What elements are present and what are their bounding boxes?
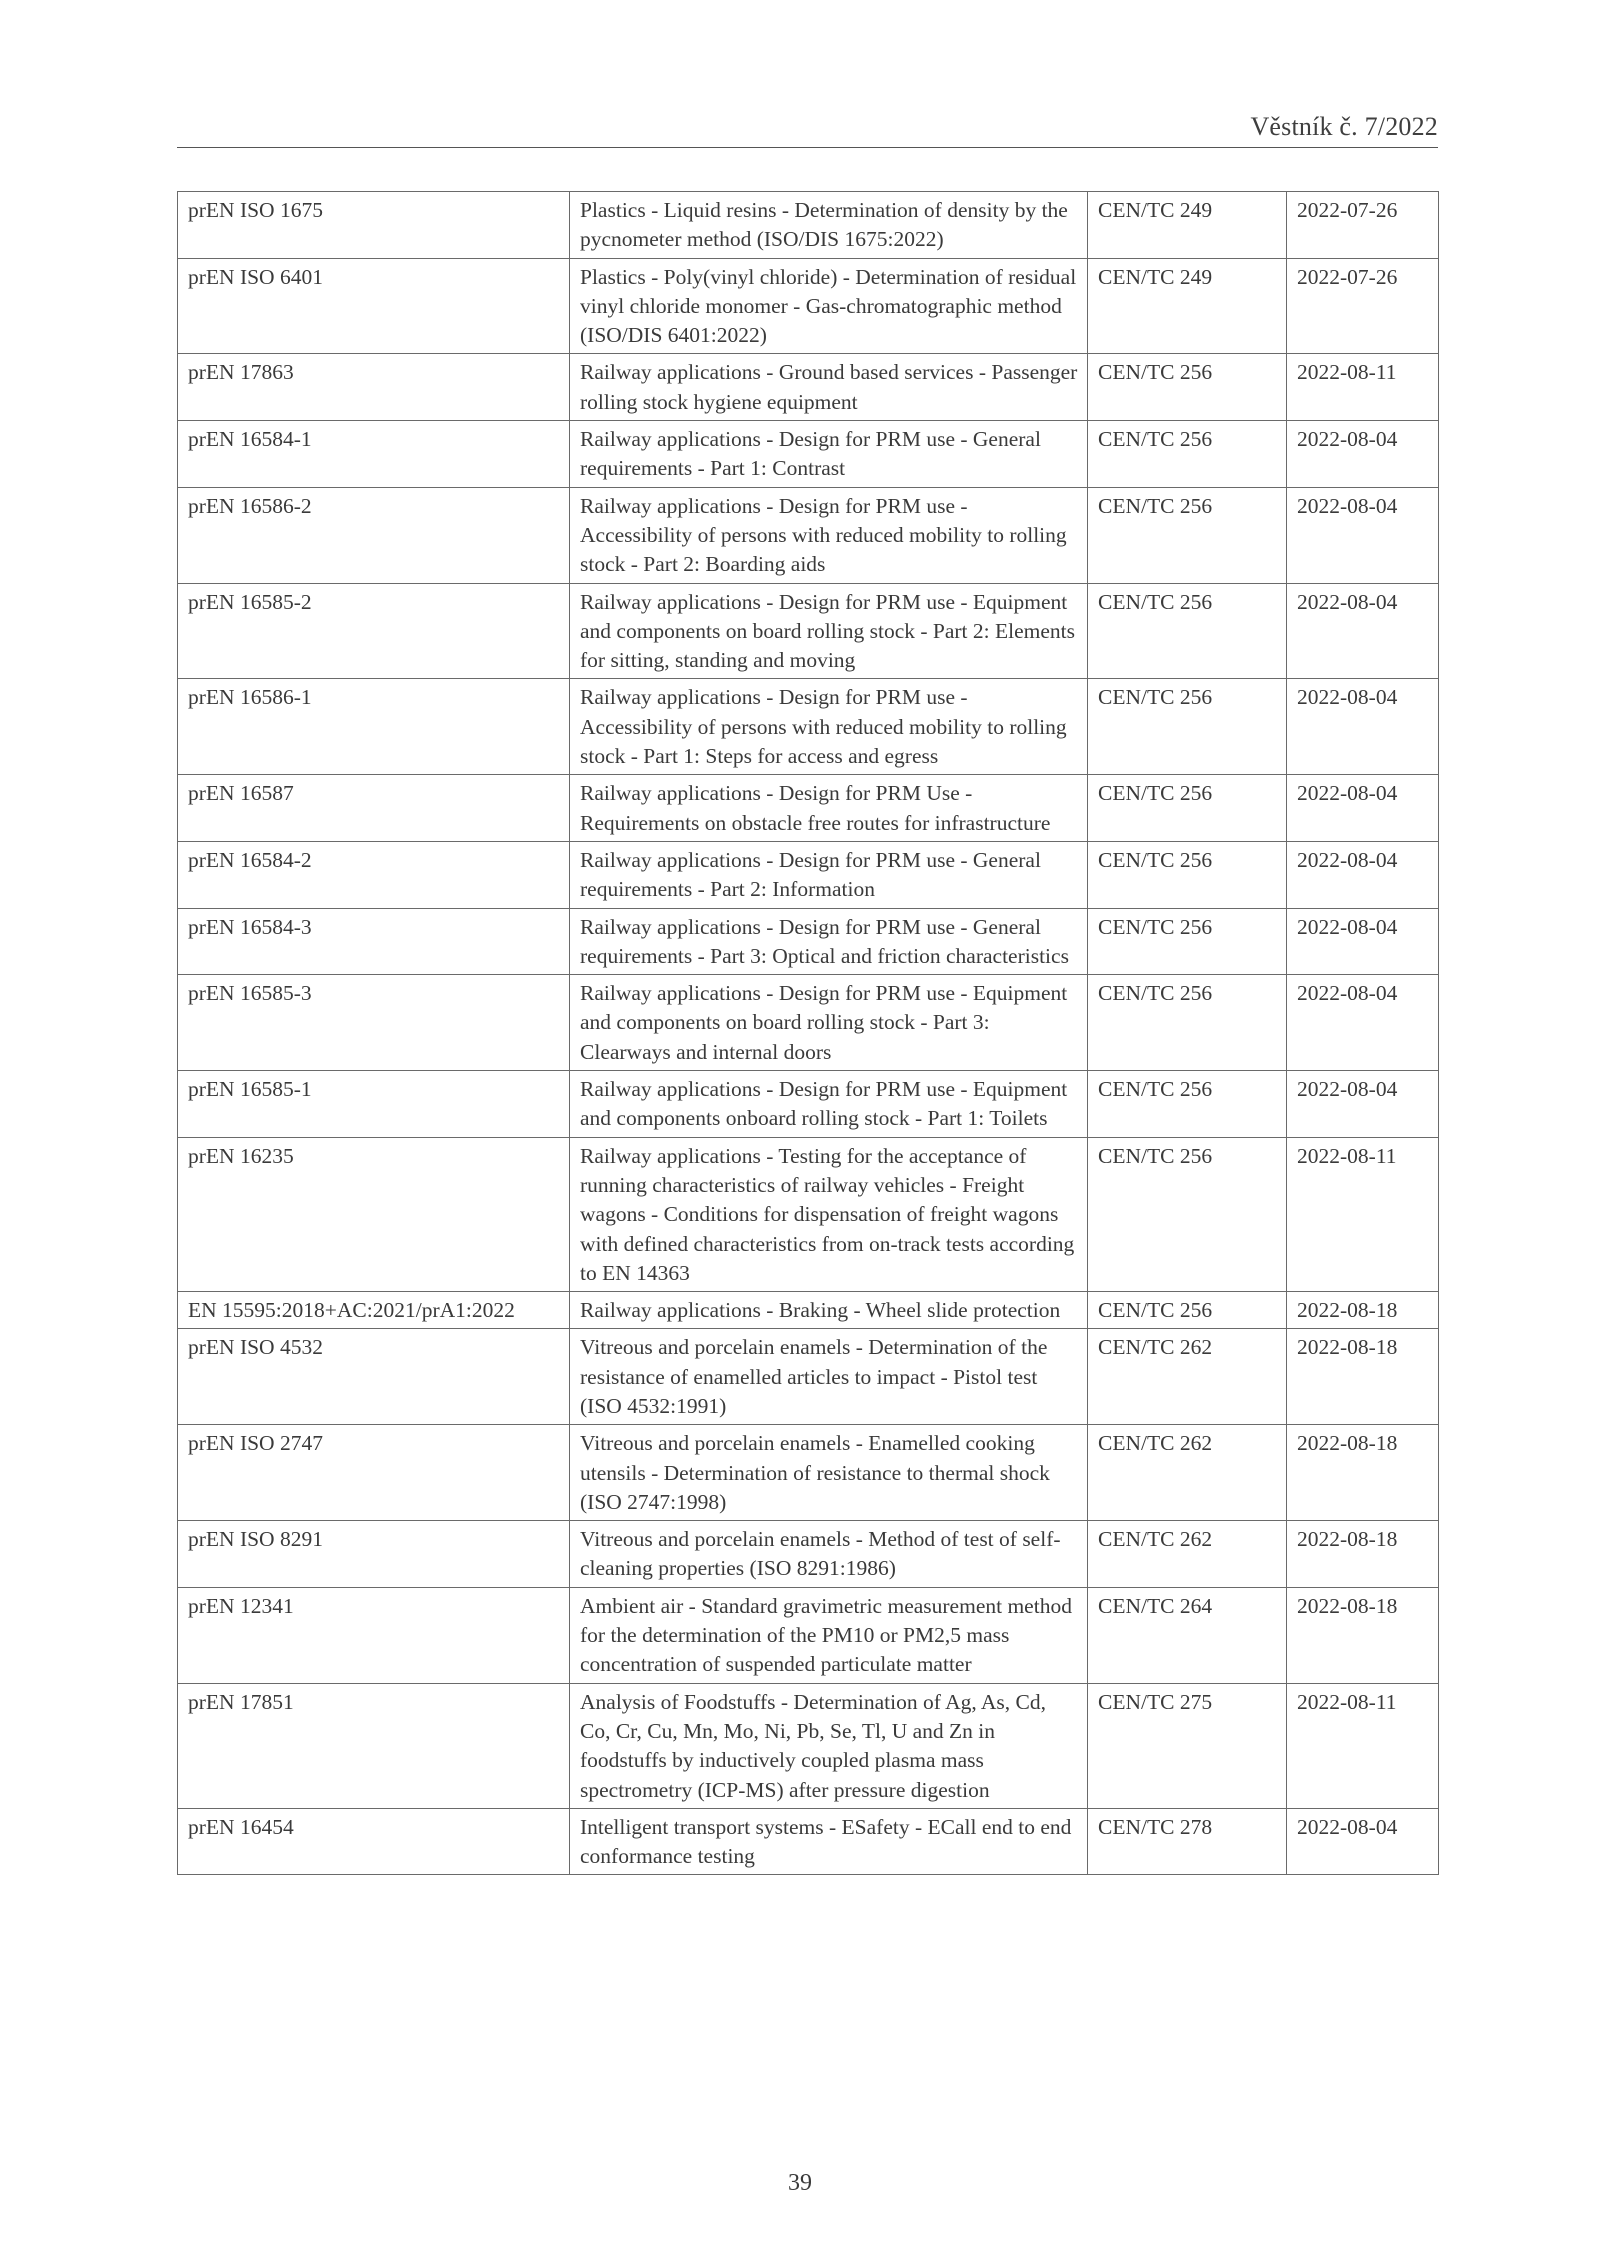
standard-title: Analysis of Foodstuffs - Determination of Ag, As, Cd, Co, Cr, Cu, Mn, Mo, Ni, Pb, Se, Tl, U and Zn in foodstuffs by inductively coupled plasma mass spectrometry (ICP-MS) after pressure digestion bbox=[570, 1683, 1088, 1808]
standard-code: prEN ISO 2747 bbox=[178, 1425, 570, 1521]
standard-title: Vitreous and porcelain enamels - Determination of the resistance of enamelled articles to impact - Pistol test (ISO 4532:1991) bbox=[570, 1329, 1088, 1425]
standard-code: prEN 16587 bbox=[178, 775, 570, 842]
comment-deadline: 2022-08-04 bbox=[1287, 487, 1439, 583]
comment-deadline: 2022-08-18 bbox=[1287, 1521, 1439, 1588]
comment-deadline: 2022-08-11 bbox=[1287, 1683, 1439, 1808]
standard-code: prEN 16584-1 bbox=[178, 421, 570, 488]
standards-table bbox=[177, 191, 1439, 1875]
technical-committee: CEN/TC 256 bbox=[1088, 908, 1287, 975]
standard-title: Railway applications - Design for PRM use - Accessibility of persons with reduced mobility to rolling stock - Part 2: Boarding aids bbox=[570, 487, 1088, 583]
comment-deadline: 2022-08-04 bbox=[1287, 679, 1439, 775]
table-row bbox=[178, 258, 1439, 354]
standard-code: prEN 16584-2 bbox=[178, 841, 570, 908]
table-row bbox=[178, 841, 1439, 908]
technical-committee: CEN/TC 256 bbox=[1088, 1137, 1287, 1291]
standard-code: prEN 16585-3 bbox=[178, 975, 570, 1071]
comment-deadline: 2022-08-04 bbox=[1287, 975, 1439, 1071]
standard-code: prEN 17851 bbox=[178, 1683, 570, 1808]
comment-deadline: 2022-08-18 bbox=[1287, 1329, 1439, 1425]
comment-deadline: 2022-08-18 bbox=[1287, 1587, 1439, 1683]
standard-title: Railway applications - Design for PRM use - General requirements - Part 3: Optical and friction characteristics bbox=[570, 908, 1088, 975]
standard-code: prEN 16585-2 bbox=[178, 583, 570, 679]
technical-committee: CEN/TC 249 bbox=[1088, 258, 1287, 354]
technical-committee: CEN/TC 275 bbox=[1088, 1683, 1287, 1808]
standard-title: Vitreous and porcelain enamels - Enamelled cooking utensils - Determination of resistance to thermal shock (ISO 2747:1998) bbox=[570, 1425, 1088, 1521]
table-row bbox=[178, 1137, 1439, 1291]
comment-deadline: 2022-08-04 bbox=[1287, 421, 1439, 488]
technical-committee: CEN/TC 256 bbox=[1088, 841, 1287, 908]
comment-deadline: 2022-08-11 bbox=[1287, 354, 1439, 421]
standard-code: prEN 16586-1 bbox=[178, 679, 570, 775]
comment-deadline: 2022-08-04 bbox=[1287, 1071, 1439, 1138]
table-row bbox=[178, 583, 1439, 679]
header-divider bbox=[177, 147, 1438, 148]
standard-code: prEN 17863 bbox=[178, 354, 570, 421]
standard-code: prEN 16585-1 bbox=[178, 1071, 570, 1138]
comment-deadline: 2022-08-04 bbox=[1287, 841, 1439, 908]
technical-committee: CEN/TC 264 bbox=[1088, 1587, 1287, 1683]
standard-code: prEN 16584-3 bbox=[178, 908, 570, 975]
standard-code: prEN ISO 4532 bbox=[178, 1329, 570, 1425]
standard-title: Railway applications - Design for PRM use - Equipment and components onboard rolling stock - Part 1: Toilets bbox=[570, 1071, 1088, 1138]
standard-title: Railway applications - Design for PRM use - Accessibility of persons with reduced mobility to rolling stock - Part 1: Steps for access and egress bbox=[570, 679, 1088, 775]
standard-title: Ambient air - Standard gravimetric measurement method for the determination of the PM10 or PM2,5 mass concentration of suspended particulate matter bbox=[570, 1587, 1088, 1683]
table-row bbox=[178, 1808, 1439, 1875]
table-row bbox=[178, 908, 1439, 975]
standard-code: prEN 16454 bbox=[178, 1808, 570, 1875]
standard-title: Railway applications - Ground based services - Passenger rolling stock hygiene equipment bbox=[570, 354, 1088, 421]
standards-table-body bbox=[178, 192, 1439, 1875]
table-row bbox=[178, 1329, 1439, 1425]
technical-committee: CEN/TC 256 bbox=[1088, 421, 1287, 488]
standard-title: Vitreous and porcelain enamels - Method of test of self-cleaning properties (ISO 8291:1986) bbox=[570, 1521, 1088, 1588]
table-row bbox=[178, 1587, 1439, 1683]
standard-title: Railway applications - Design for PRM use - Equipment and components on board rolling stock - Part 3: Clearways and internal doors bbox=[570, 975, 1088, 1071]
table-row bbox=[178, 1425, 1439, 1521]
comment-deadline: 2022-07-26 bbox=[1287, 192, 1439, 259]
technical-committee: CEN/TC 249 bbox=[1088, 192, 1287, 259]
technical-committee: CEN/TC 256 bbox=[1088, 775, 1287, 842]
standard-code: prEN ISO 1675 bbox=[178, 192, 570, 259]
standard-code: EN 15595:2018+AC:2021/prA1:2022 bbox=[178, 1292, 570, 1329]
standard-title: Plastics - Liquid resins - Determination of density by the pycnometer method (ISO/DIS 1675:2022) bbox=[570, 192, 1088, 259]
technical-committee: CEN/TC 256 bbox=[1088, 679, 1287, 775]
standard-title: Railway applications - Design for PRM use - General requirements - Part 2: Information bbox=[570, 841, 1088, 908]
standard-code: prEN ISO 8291 bbox=[178, 1521, 570, 1588]
technical-committee: CEN/TC 278 bbox=[1088, 1808, 1287, 1875]
technical-committee: CEN/TC 262 bbox=[1088, 1425, 1287, 1521]
comment-deadline: 2022-08-04 bbox=[1287, 583, 1439, 679]
table-row bbox=[178, 679, 1439, 775]
standard-title: Intelligent transport systems - ESafety - ECall end to end conformance testing bbox=[570, 1808, 1088, 1875]
technical-committee: CEN/TC 256 bbox=[1088, 1292, 1287, 1329]
standard-code: prEN 16235 bbox=[178, 1137, 570, 1291]
table-row bbox=[178, 1292, 1439, 1329]
comment-deadline: 2022-08-18 bbox=[1287, 1425, 1439, 1521]
standard-title: Railway applications - Design for PRM use - General requirements - Part 1: Contrast bbox=[570, 421, 1088, 488]
table-row bbox=[178, 975, 1439, 1071]
table-row bbox=[178, 487, 1439, 583]
comment-deadline: 2022-08-04 bbox=[1287, 1808, 1439, 1875]
technical-committee: CEN/TC 262 bbox=[1088, 1329, 1287, 1425]
standard-title: Railway applications - Design for PRM use - Equipment and components on board rolling stock - Part 2: Elements for sitting, standing and moving bbox=[570, 583, 1088, 679]
standard-code: prEN ISO 6401 bbox=[178, 258, 570, 354]
table-row bbox=[178, 1071, 1439, 1138]
journal-title: Věstník č. 7/2022 bbox=[1250, 112, 1438, 141]
table-row bbox=[178, 192, 1439, 259]
table-row bbox=[178, 1521, 1439, 1588]
table-row bbox=[178, 1683, 1439, 1808]
standard-code: prEN 12341 bbox=[178, 1587, 570, 1683]
page-number: 39 bbox=[788, 2170, 812, 2196]
table-row bbox=[178, 354, 1439, 421]
comment-deadline: 2022-07-26 bbox=[1287, 258, 1439, 354]
standard-code: prEN 16586-2 bbox=[178, 487, 570, 583]
comment-deadline: 2022-08-04 bbox=[1287, 775, 1439, 842]
comment-deadline: 2022-08-18 bbox=[1287, 1292, 1439, 1329]
technical-committee: CEN/TC 256 bbox=[1088, 1071, 1287, 1138]
technical-committee: CEN/TC 256 bbox=[1088, 975, 1287, 1071]
standard-title: Railway applications - Testing for the acceptance of running characteristics of railway vehicles - Freight wagons - Conditions for dispensation of freight wagons with defined characteristics from on-track tests according to EN 14363 bbox=[570, 1137, 1088, 1291]
technical-committee: CEN/TC 256 bbox=[1088, 583, 1287, 679]
standard-title: Plastics - Poly(vinyl chloride) - Determination of residual vinyl chloride monomer - Gas-chromatographic method (ISO/DIS 6401:2022) bbox=[570, 258, 1088, 354]
table-row bbox=[178, 775, 1439, 842]
technical-committee: CEN/TC 256 bbox=[1088, 354, 1287, 421]
technical-committee: CEN/TC 256 bbox=[1088, 487, 1287, 583]
standard-title: Railway applications - Braking - Wheel slide protection bbox=[570, 1292, 1088, 1329]
comment-deadline: 2022-08-04 bbox=[1287, 908, 1439, 975]
technical-committee: CEN/TC 262 bbox=[1088, 1521, 1287, 1588]
comment-deadline: 2022-08-11 bbox=[1287, 1137, 1439, 1291]
table-row bbox=[178, 421, 1439, 488]
standard-title: Railway applications - Design for PRM Use - Requirements on obstacle free routes for infrastructure bbox=[570, 775, 1088, 842]
